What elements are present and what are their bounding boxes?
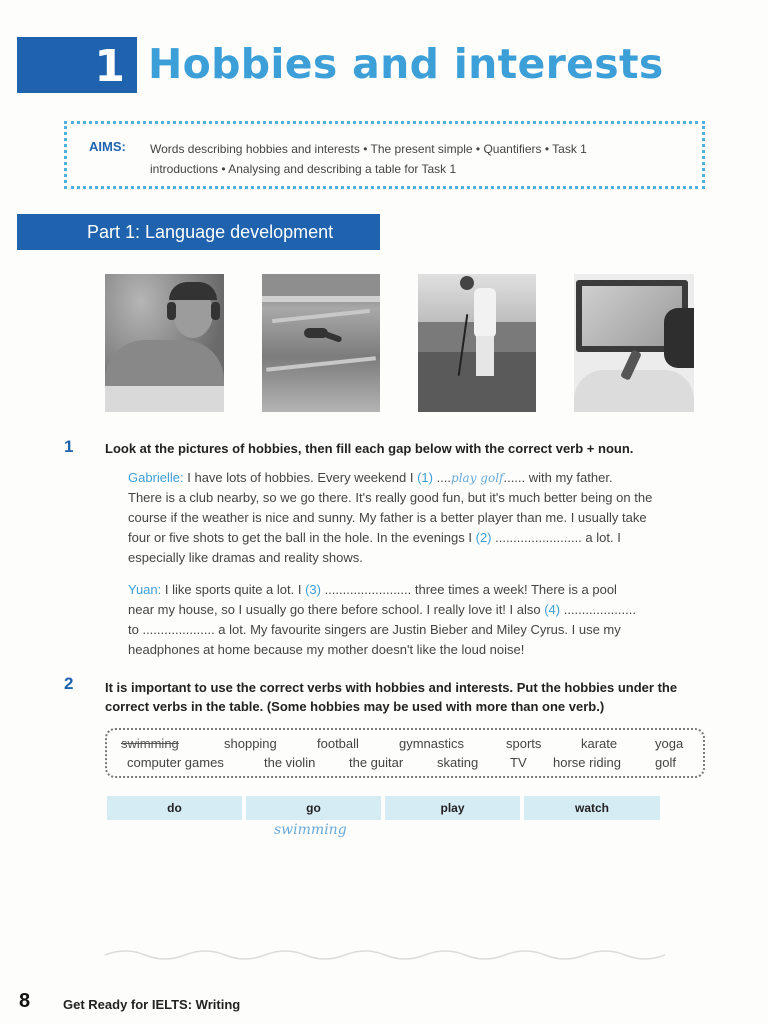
gabrielle-line-1: Gabrielle: I have lots of hobbies. Every weekend I (1) ....play golf...... with my father. [128, 470, 613, 485]
yuan-line-4: headphones at home because my mother doesn't like the loud noise! [128, 642, 525, 657]
aims-line-2: introductions • Analysing and describing a table for Task 1 [150, 162, 457, 176]
decorative-wave-divider [105, 945, 665, 965]
unit-number: 1 [94, 41, 125, 92]
gap-2-number: (2) [475, 530, 492, 545]
gabrielle-line-4: four or five shots to get the ball in the hole. In the evenings I (2) ........................ a lot. I [128, 530, 621, 545]
gabrielle-line-5: especially like dramas and reality shows. [128, 550, 363, 565]
photo-listening-music [105, 274, 224, 412]
word-item: sports [506, 736, 542, 751]
exercise-2-number: 2 [64, 674, 74, 693]
table-header-go: go [246, 796, 381, 820]
aims-box [64, 121, 705, 189]
book-title: Get Ready for IELTS: Writing [63, 997, 241, 1012]
gabrielle-paragraph [128, 468, 710, 568]
word-item: the violin [264, 755, 316, 770]
gap-1-answer: play golf [451, 471, 504, 485]
gap-1-number: (1) [417, 470, 433, 485]
speaker-name: Yuan: [128, 582, 162, 597]
gap-3-number: (3) [305, 582, 321, 597]
aims-text [150, 139, 670, 179]
word-item: golf [655, 755, 676, 770]
word-item: computer games [127, 755, 224, 770]
word-item: karate [581, 736, 618, 751]
yuan-line-3: to .................... a lot. My favourite singers are Justin Bieber and Miley Cyrus. I use my [128, 622, 621, 637]
part-heading-band [17, 214, 380, 250]
aims-label: AIMS: [89, 139, 126, 154]
yuan-paragraph [128, 580, 710, 660]
word-item: shopping [224, 736, 277, 751]
word-item: horse riding [553, 755, 621, 770]
exercise-1-number: 1 [64, 437, 74, 456]
word-item: the guitar [349, 755, 404, 770]
gap-4-number: (4) [544, 602, 561, 617]
page-number: 8 [19, 990, 31, 1012]
unit-number-box [17, 37, 137, 93]
word-item: gymnastics [399, 736, 465, 751]
word-item: skating [437, 755, 479, 770]
photo-swimming [262, 274, 380, 412]
table-header-do: do [107, 796, 242, 820]
table-header-watch: watch [524, 796, 660, 820]
word-item: football [317, 736, 359, 751]
exercise-2-instruction: It is important to use the correct verbs with hobbies and interests. Put the hobbies under the correct verbs in the table. (Some hobbies may be used with more than one verb.) [105, 680, 678, 714]
word-box [105, 728, 705, 778]
gabrielle-line-3: course if the weather is nice and sunny. My father is a better player than me. I usually take [128, 510, 647, 525]
word-item: swimming [121, 736, 179, 751]
table-header-play: play [385, 796, 520, 820]
yuan-line-1: Yuan: I like sports quite a lot. I (3) ........................ three times a week! There is a pool [128, 582, 617, 597]
photo-golf [418, 274, 536, 412]
exercise-1-instruction: Look at the pictures of hobbies, then fill each gap below with the correct verb + noun. [105, 441, 634, 456]
yuan-line-2: near my house, so I usually go there before school. I really love it! I also (4) .................... [128, 602, 636, 617]
speaker-name: Gabrielle: [128, 470, 184, 485]
photo-watching-tv [574, 274, 694, 412]
aims-line-1: Words describing hobbies and interests • The present simple • Quantifiers • Task 1 [150, 142, 587, 156]
part-title: Part 1: Language development [87, 222, 334, 242]
handwritten-answer-go: swimming [274, 822, 347, 838]
word-item: TV [510, 755, 527, 770]
gabrielle-line-2: There is a club nearby, so we go there. It's really good fun, but it's much better being on the [128, 490, 653, 505]
word-item: yoga [655, 736, 684, 751]
unit-title: Hobbies and interests [148, 40, 664, 88]
